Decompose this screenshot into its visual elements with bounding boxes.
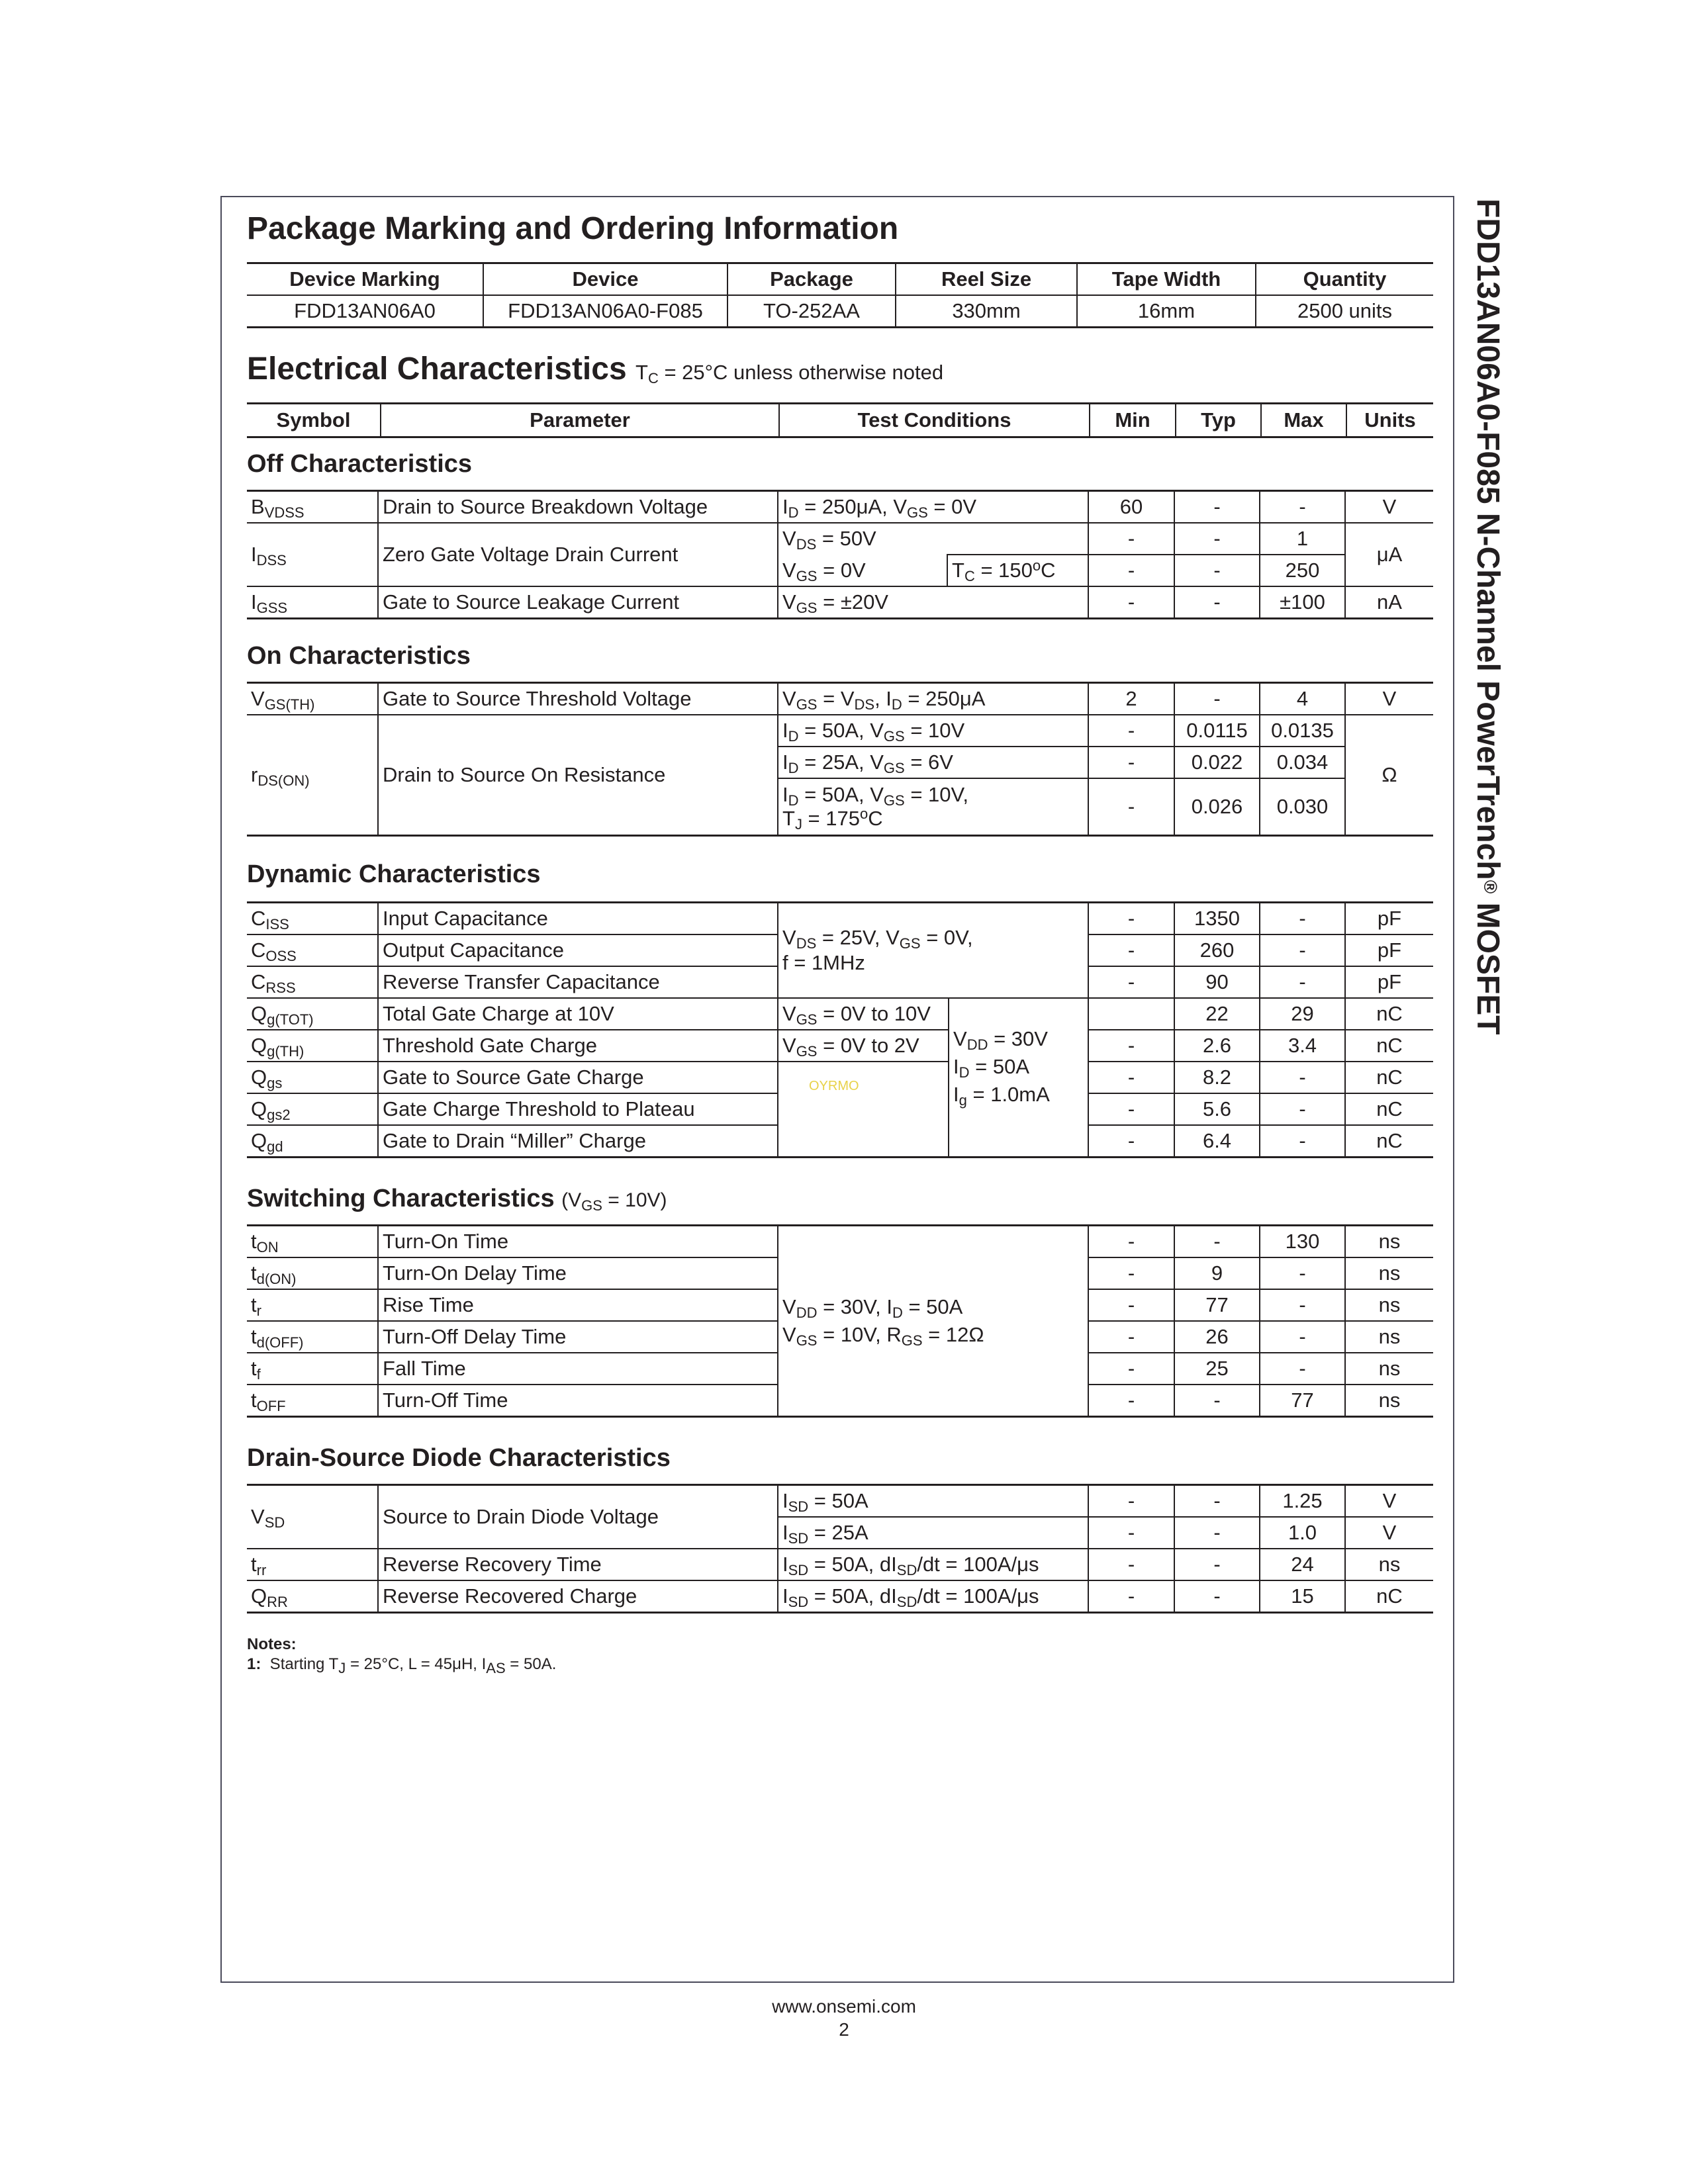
table-row: $V_{GS} = 0V$ $T_C = 150^oC$ - - 250 <box>247 555 1433 586</box>
table-row: $I_D = 50A$, $V_{GS} = 10V$, $T_J = 175^oC$ - 0.026 0.030 <box>247 778 1433 836</box>
table-row: $C_{ISS}$ Input Capacitance $V_{DS} = 25V$, $V_{GS} = 0V$, f = 1MHz - 1350 - pF <box>247 903 1433 935</box>
table-row: $t_{rr}$ Reverse Recovery Time $I_{SD} = 50A$, $dI_{SD}/dt = 100A/\mu s$ - - 24 ns <box>247 1549 1433 1580</box>
table-row: $t_{ON}$ Turn-On Time $V_{DD} = 30V$, $I_D = 50A$ $V_{GS} = 10V$, $R_{GS} = 12\Omega$ - - 130 ns <box>247 1226 1433 1258</box>
cell-tape-width: 16mm <box>1077 295 1256 328</box>
col-units: Units <box>1346 404 1433 437</box>
table-row: $I_{DSS}$ Zero Gate Voltage Drain Current $V_{DS} = 50V$ - - 1 μA <box>247 523 1433 555</box>
table-row: $C_{OSS}$ Output Capacitance - 260 - pF <box>247 934 1433 966</box>
table-row: $I_{GSS}$ Gate to Source Leakage Current $V_{GS} = \pm 20V$ - - ±100 nA <box>247 586 1433 619</box>
page-number: 2 <box>839 2019 849 2040</box>
table-row: $I_{SD} = 25A$ - - 1.0 V <box>247 1517 1433 1549</box>
cell-package: TO-252AA <box>727 295 896 328</box>
watermark: OYRMO <box>809 1079 859 1093</box>
col-device: Device <box>483 263 727 296</box>
table-row: $C_{RSS}$ Reverse Transfer Capacitance - 90 - pF <box>247 966 1433 998</box>
switching-heading: Switching Characteristics $(V_{GS} = 10V)$ <box>247 1185 667 1214</box>
col-parameter: Parameter <box>381 404 779 437</box>
cell-device-marking: FDD13AN06A0 <box>294 299 436 322</box>
cell-device: FDD13AN06A0-F085 <box>483 295 727 328</box>
col-min: Min <box>1090 404 1176 437</box>
electrical-heading: Electrical Characteristics $T_C = 25^\circ C$ unless otherwise noted <box>247 351 944 387</box>
col-tape-width: Tape Width <box>1077 263 1256 296</box>
cell-reel-size: 330mm <box>896 295 1077 328</box>
switching-table <box>247 1224 1433 1418</box>
electrical-header-table <box>247 402 1433 438</box>
table-row: $r_{DS(ON)}$ Drain to Source On Resistance $I_D = 50A$, $V_{GS} = 10V$ - 0.0115 0.0135 Ω <box>247 715 1433 747</box>
table-row: $I_D = 25A$, $V_{GS} = 6V$ - 0.022 0.034 <box>247 747 1433 778</box>
col-device-marking: Device Marking <box>289 267 440 291</box>
side-title: FDD13AN06A0-F085 N-Channel PowerTrench® MOSFET <box>1470 199 1505 1035</box>
table-row: $t_f$ Fall Time - 25 - ns <box>247 1353 1433 1385</box>
diode-heading: Drain-Source Diode Characteristics <box>247 1444 671 1472</box>
col-test-conditions: Test Conditions <box>779 404 1090 437</box>
table-row: $Q_{gd}$ Gate to Drain “Miller” Charge - 6.4 - nC <box>247 1125 1433 1158</box>
table-row: $V_{SD}$ Source to Drain Diode Voltage $I_{SD} = 50A$ - - 1.25 V <box>247 1485 1433 1518</box>
col-symbol: Symbol <box>276 408 351 432</box>
col-package: Package <box>727 263 896 296</box>
table-row: $Q_{g(TH)}$ Threshold Gate Charge $V_{GS} = 0V$ to 2V - 2.6 3.4 nC <box>247 1030 1433 1062</box>
on-heading: On Characteristics <box>247 642 471 670</box>
dynamic-heading: Dynamic Characteristics <box>247 860 541 888</box>
table-row: $Q_{gs2}$ Gate Charge Threshold to Plateau - 5.6 - nC <box>247 1093 1433 1125</box>
diode-table <box>247 1484 1433 1614</box>
off-table <box>247 490 1433 619</box>
table-row: $Q_{g(TOT)}$ Total Gate Charge at 10V $V_{GS} = 0V$ to 10V $V_{DD} = 30V$ $I_D = 50A$ $I_g = 1.0mA$ 22 29 nC <box>247 998 1433 1030</box>
notes: Notes: 1: Starting $T_J = 25^\circ C$, L = 45μH, $I_{AS} = 50A$. <box>247 1635 557 1676</box>
table-row: $Q_{RR}$ Reverse Recovered Charge $I_{SD} = 50A$, $dI_{SD}/dt = 100A/\mu s$ - - 15 nC <box>247 1580 1433 1613</box>
dynamic-table <box>247 901 1433 1158</box>
table-row: $t_r$ Rise Time - 77 - ns <box>247 1289 1433 1321</box>
table-row: $t_{d(ON)}$ Turn-On Delay Time - 9 - ns <box>247 1257 1433 1289</box>
table-row: $Q_{gs}$ Gate to Source Gate Charge - 8.2 - nC <box>247 1062 1433 1093</box>
col-quantity: Quantity <box>1256 263 1433 296</box>
on-table <box>247 682 1433 837</box>
table-row: $V_{GS(TH)}$ Gate to Source Threshold Voltage $V_{GS} = V_{DS}$, $I_D = 250\mu A$ 2 - 4 V <box>247 683 1433 715</box>
table-row: $B_{VDSS}$ Drain to Source Breakdown Voltage $I_D = 250\mu A$, $V_{GS} = 0V$ 60 - - V <box>247 491 1433 523</box>
col-max: Max <box>1261 404 1346 437</box>
package-heading: Package Marking and Ordering Information <box>247 211 899 246</box>
cell-quantity: 2500 units <box>1256 295 1433 328</box>
col-reel-size: Reel Size <box>896 263 1077 296</box>
table-row: $t_{d(OFF)}$ Turn-Off Delay Time - 26 - ns <box>247 1321 1433 1353</box>
col-typ: Typ <box>1176 404 1261 437</box>
package-table <box>247 262 1433 328</box>
table-row: $t_{OFF}$ Turn-Off Time - - 77 ns <box>247 1385 1433 1417</box>
footer-url: www.onsemi.com <box>772 1996 916 2017</box>
off-heading: Off Characteristics <box>247 450 473 478</box>
